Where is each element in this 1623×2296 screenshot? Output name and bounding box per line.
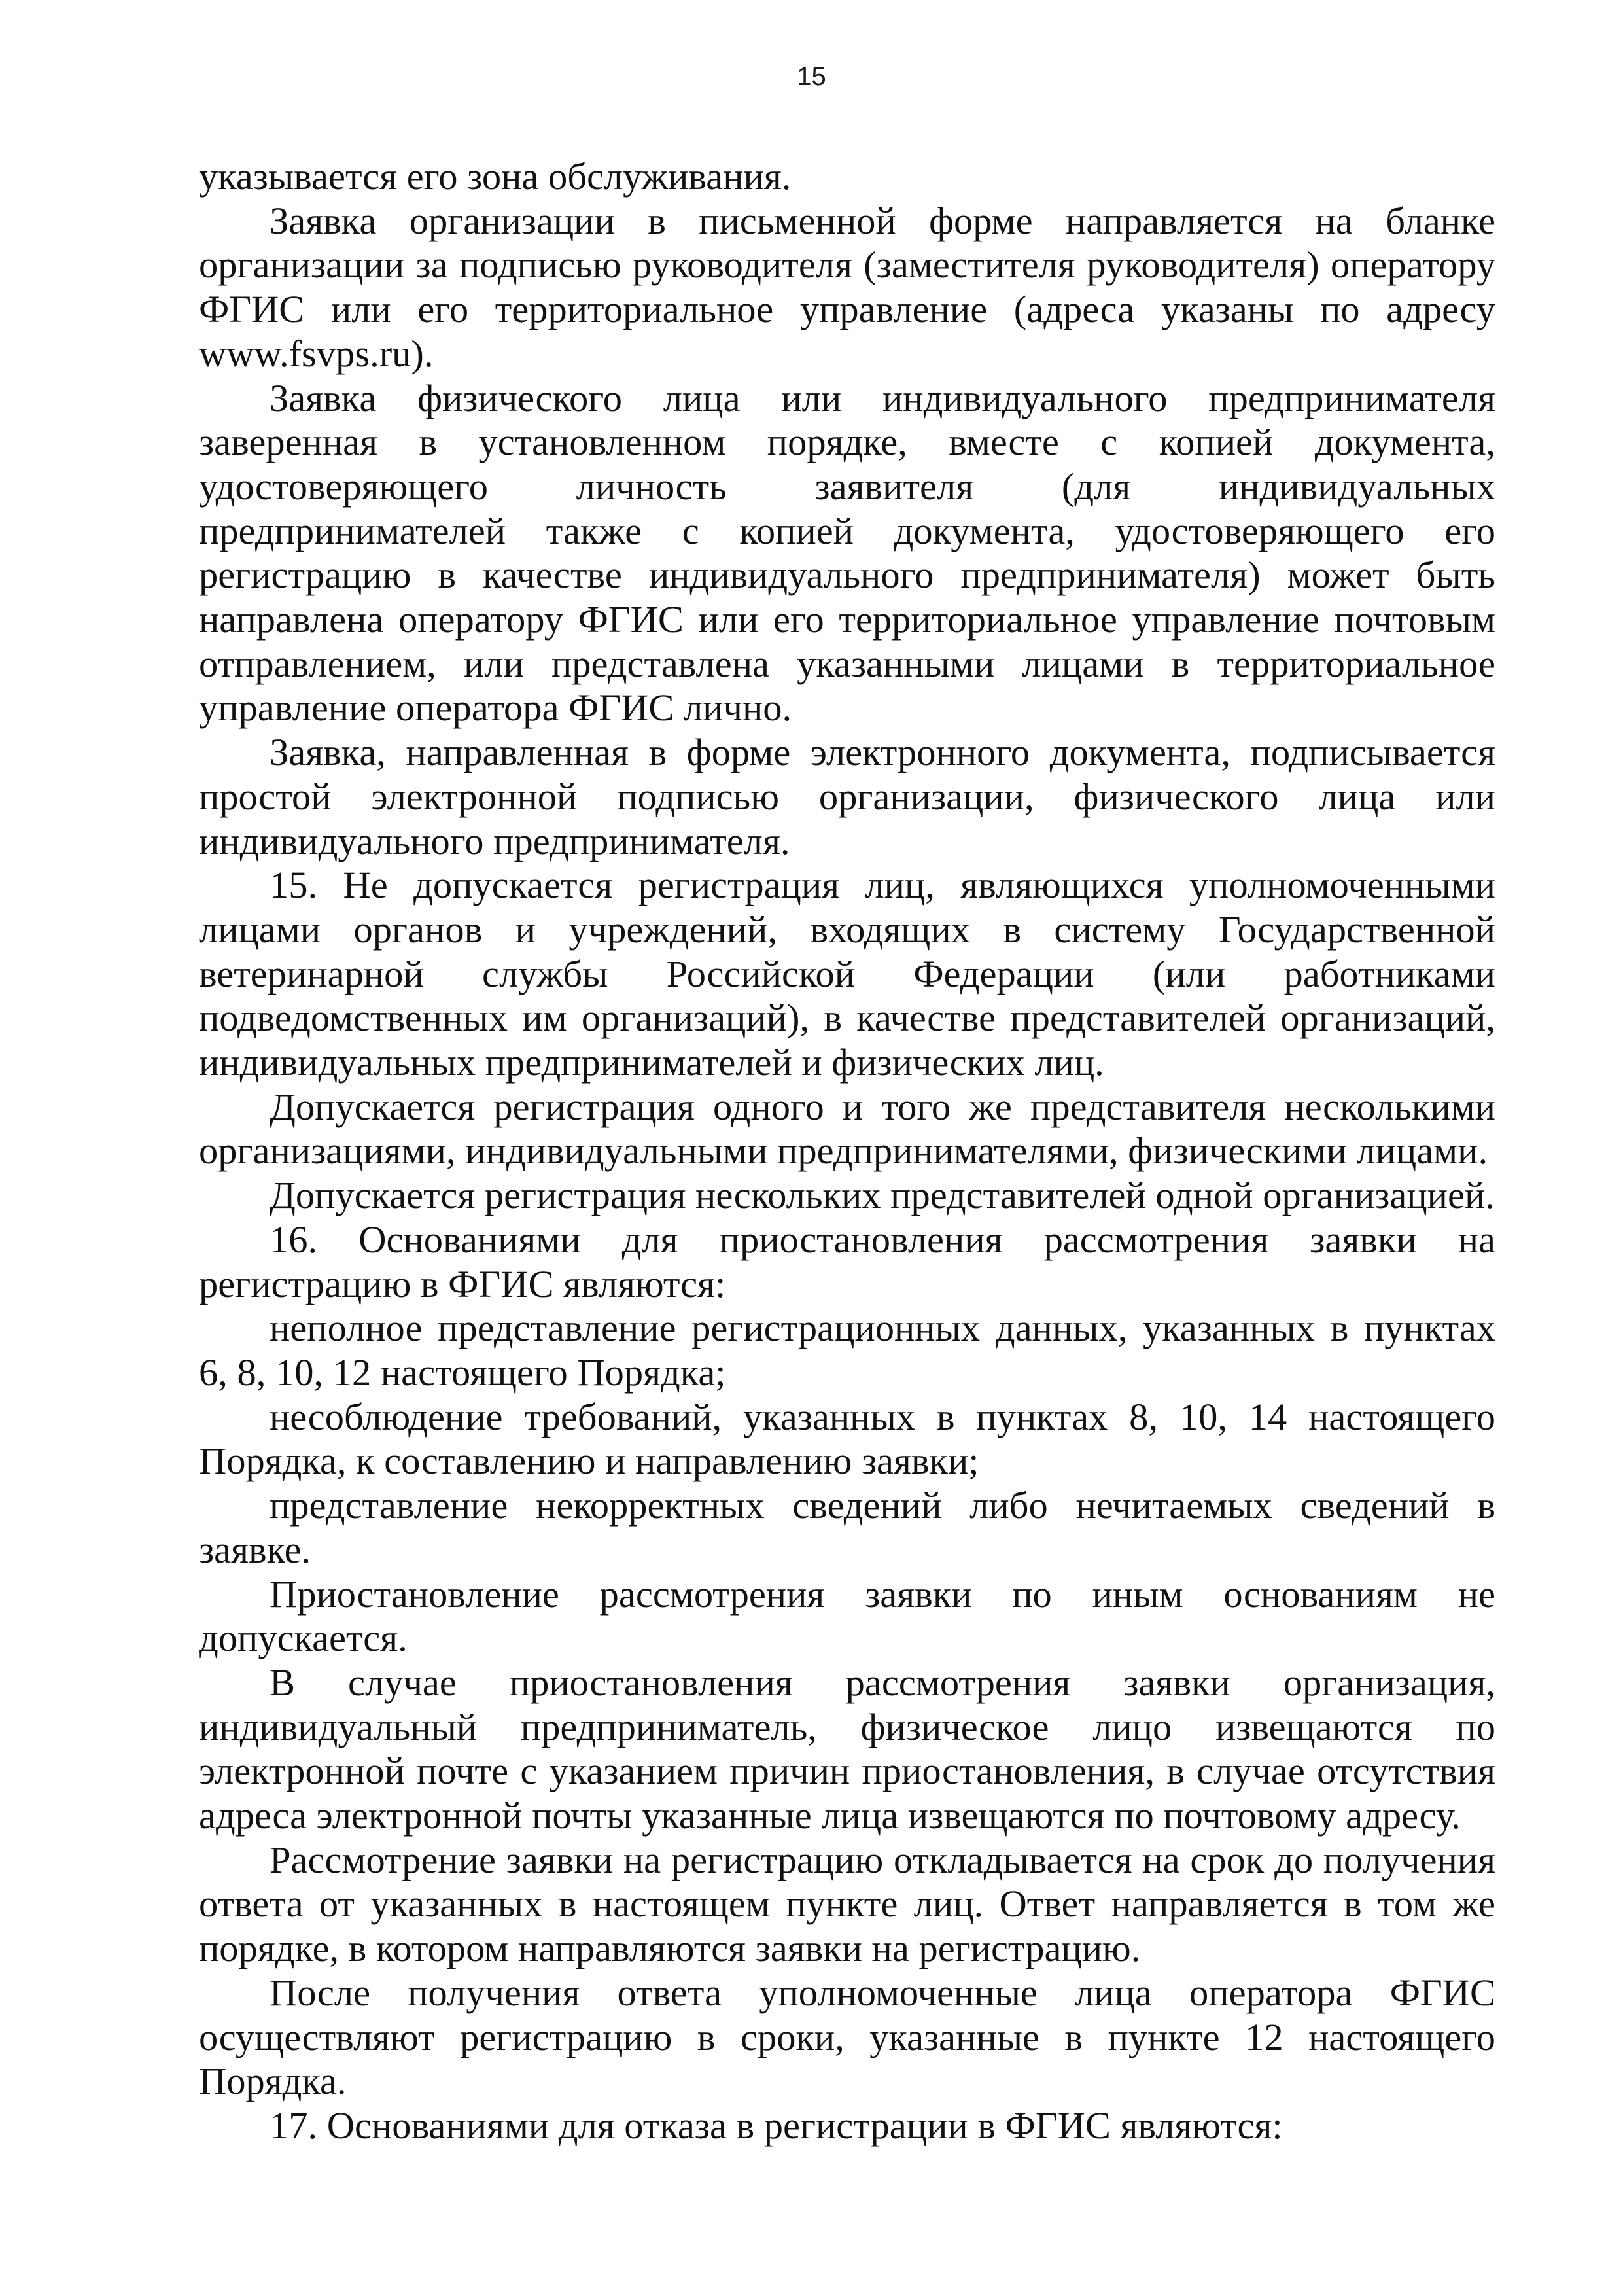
page-number: 15 bbox=[797, 62, 826, 91]
paragraph: После получения ответа уполномоченные лица оператора ФГИС осуществляют регистрацию в сроки, указанные в пункте 12 настоящего Порядка. bbox=[199, 1971, 1495, 2103]
paragraph: Рассмотрение заявки на регистрацию откладывается на срок до получения ответа от указанных в настоящем пункте лиц. Ответ направляется в том же порядке, в котором направляются заявки на регистрацию. bbox=[199, 1838, 1495, 1970]
paragraph: Допускается регистрация нескольких представителей одной организацией. bbox=[270, 1174, 1495, 1217]
paragraph: 17. Основаниями для отказа в регистрации в ФГИС являются: bbox=[270, 2104, 1283, 2147]
paragraph: 16. Основаниями для приостановления рассмотрения заявки на регистрацию в ФГИС являются: bbox=[199, 1218, 1495, 1305]
paragraph: Заявка, направленная в форме электронного документа, подписывается простой электронной подписью организации, физического лица или индивидуального предпринимателя. bbox=[199, 731, 1495, 862]
paragraph: Заявка физического лица или индивидуального предпринимателя заверенная в установленном порядке, вместе с копией документа, удостоверяющего личность заявителя (для индивидуальных предпринимателей также с копией документа, удостоверяющего его регистрацию в качестве индивидуального предпринимателя) может быть направлена оператору ФГИС или его территориальное управление почтовым отправлением, или представлена указанными лицами в территориальное управление оператора ФГИС лично. bbox=[199, 376, 1495, 730]
paragraph: В случае приостановления рассмотрения заявки организация, индивидуальный предприниматель, физическое лицо извещаются по электронной почте с указанием причин приостановления, в случае отсутствия адреса электронной почты указанные лица извещаются по почтовому адресу. bbox=[199, 1661, 1495, 1837]
paragraph: Допускается регистрация одного и того же представителя несколькими организациями, индивидуальными предпринимателями, физическими лицами. bbox=[199, 1085, 1495, 1173]
paragraph: представление некорректных сведений либо нечитаемых сведений в заявке. bbox=[199, 1484, 1495, 1571]
paragraph: Заявка организации в письменной форме направляется на бланке организации за подписью руководителя (заместителя руководителя) оператору ФГИС или его территориальное управление (адреса указаны по адресу www.fsvps.ru). bbox=[199, 199, 1495, 375]
paragraph: указывается его зона обслуживания. bbox=[199, 155, 792, 198]
document-body bbox=[199, 154, 1495, 2148]
paragraph: Приостановление рассмотрения заявки по иным основаниям не допускается. bbox=[199, 1572, 1495, 1660]
paragraph: неполное представление регистрационных данных, указанных в пунктах 6, 8, 10, 12 настоящего Порядка; bbox=[199, 1307, 1495, 1394]
paragraph: 15. Не допускается регистрация лиц, являющихся уполномоченными лицами органов и учреждений, входящих в систему Государственной ветеринарной службы Российской Федерации (или работниками подведомственных им организаций), в качестве представителей организаций, индивидуальных предпринимателей и физических лиц. bbox=[199, 864, 1495, 1084]
paragraph: несоблюдение требований, указанных в пунктах 8, 10, 14 настоящего Порядка, к составлению и направлению заявки; bbox=[199, 1395, 1495, 1483]
